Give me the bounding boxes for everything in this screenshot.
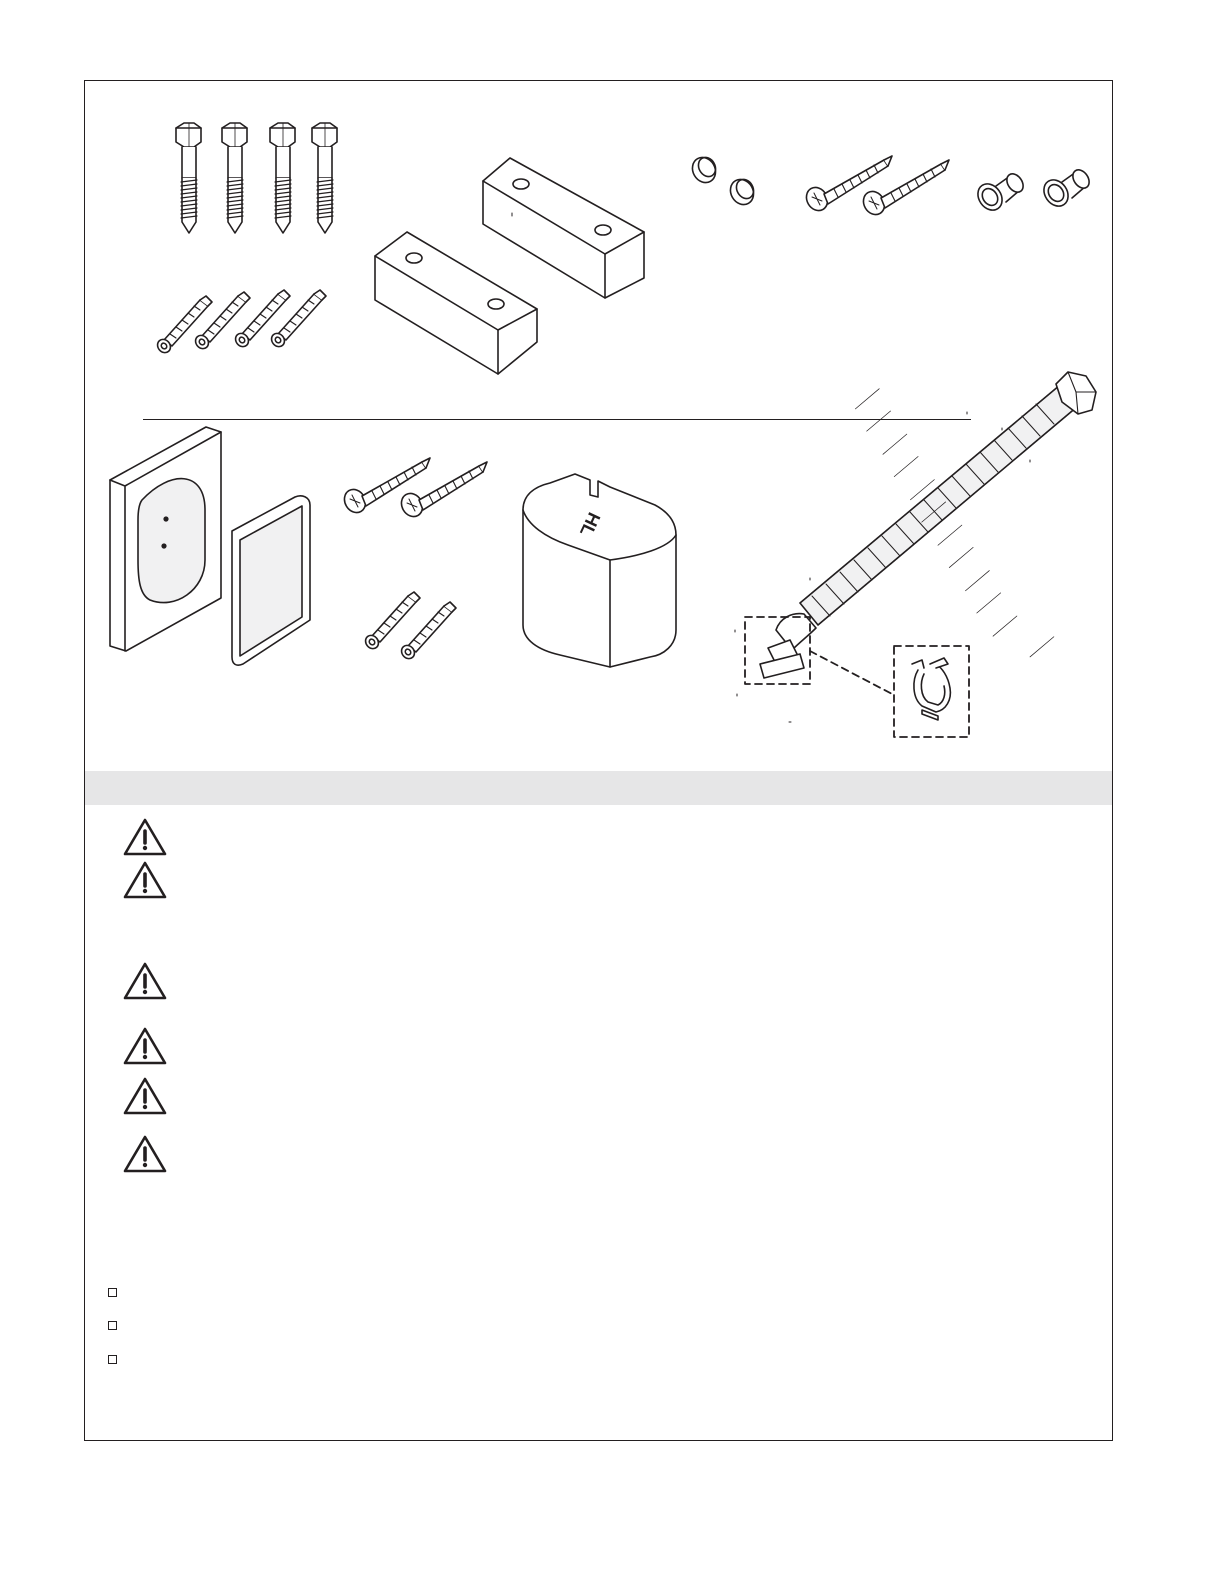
warning-triangle-icon: [122, 961, 168, 1001]
ferrule: [973, 171, 1027, 215]
section-divider: [143, 419, 971, 420]
wall-plate: [110, 427, 221, 651]
warning-triangle-icon: [122, 817, 168, 857]
warning-triangle-icon: [122, 1026, 168, 1066]
svg-text:HL: HL: [575, 509, 605, 540]
braided-hose: [760, 372, 1096, 678]
wall-anchor-group: [155, 290, 326, 355]
cover-plate: [232, 496, 310, 665]
cap-pair: [688, 153, 758, 209]
hose-clip: [912, 658, 950, 720]
screw-group-top: [802, 156, 949, 218]
wood-block-front: [375, 232, 537, 374]
callout-leader: [810, 651, 894, 695]
warning-triangle-icon: [122, 1134, 168, 1174]
ferrule-group: [973, 167, 1093, 215]
checkbox-square-icon[interactable]: [108, 1321, 117, 1330]
wood-block-back: [483, 158, 644, 298]
warning-triangle-icon: [122, 1076, 168, 1116]
warning-triangle-icon: [122, 860, 168, 900]
wall-anchor-group-lower: [363, 592, 456, 661]
screw-group-lower: [340, 458, 487, 520]
checkbox-square-icon[interactable]: [108, 1355, 117, 1364]
hex-bolt: [176, 123, 201, 233]
section-header-band: [85, 771, 1112, 805]
valve-cover: [523, 474, 676, 667]
hex-bolt-group: [176, 123, 337, 233]
checkbox-square-icon[interactable]: [108, 1288, 117, 1297]
